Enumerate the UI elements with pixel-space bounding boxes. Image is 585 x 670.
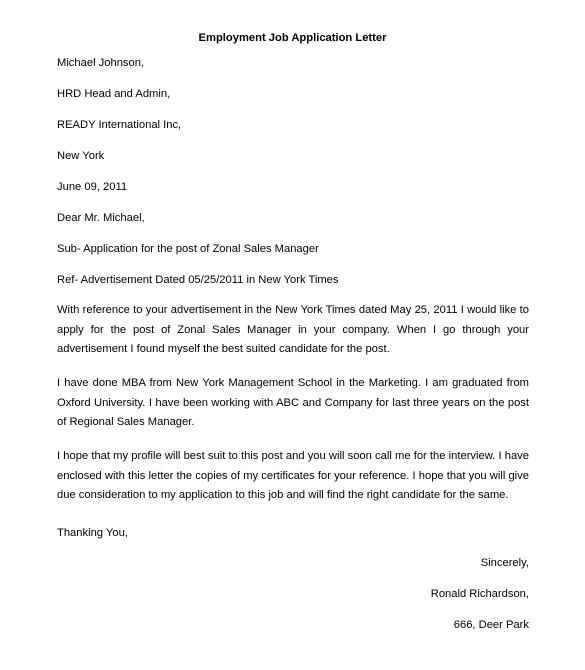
- body-paragraph-2: I have done MBA from New York Management School in the Marketing. I am graduated from Oxford University. I have been working with ABC and Company for last three years on the post of Regional Sales Manager.: [57, 377, 529, 428]
- letter-title: Employment Job Application Letter: [198, 32, 387, 44]
- salutation: Dear Mr. Michael,: [57, 212, 145, 224]
- recipient-city: New York: [57, 150, 105, 162]
- body-paragraph-1: With reference to your advertisement in the New York Times dated May 25, 2011 I would like to apply for the post of Zonal Sales Manager in your company. When I go through your advertisement I found myself the best suited candidate for the post.: [57, 304, 529, 355]
- subject-line: Sub- Application for the post of Zonal Sales Manager: [57, 243, 319, 255]
- sender-name: Ronald Richardson,: [430, 588, 529, 600]
- reference-line: Ref- Advertisement Dated 05/25/2011 in New York Times: [57, 274, 339, 286]
- sender-address: 666, Deer Park: [453, 619, 529, 631]
- thanks-line: Thanking You,: [57, 527, 128, 539]
- body-paragraph-3: I hope that my profile will best suit to this post and you will soon call me for the interview. I have enclosed with this letter the copies of my certificates for your reference. I hope that you will give due consideration to my application to this job and will find the right candidate for the same.: [57, 450, 529, 501]
- letter-date: June 09, 2011: [57, 181, 128, 193]
- recipient-title: HRD Head and Admin,: [57, 88, 171, 100]
- recipient-company: READY International Inc,: [57, 119, 182, 131]
- closing-line: Sincerely,: [480, 557, 529, 569]
- recipient-name: Michael Johnson,: [57, 57, 145, 69]
